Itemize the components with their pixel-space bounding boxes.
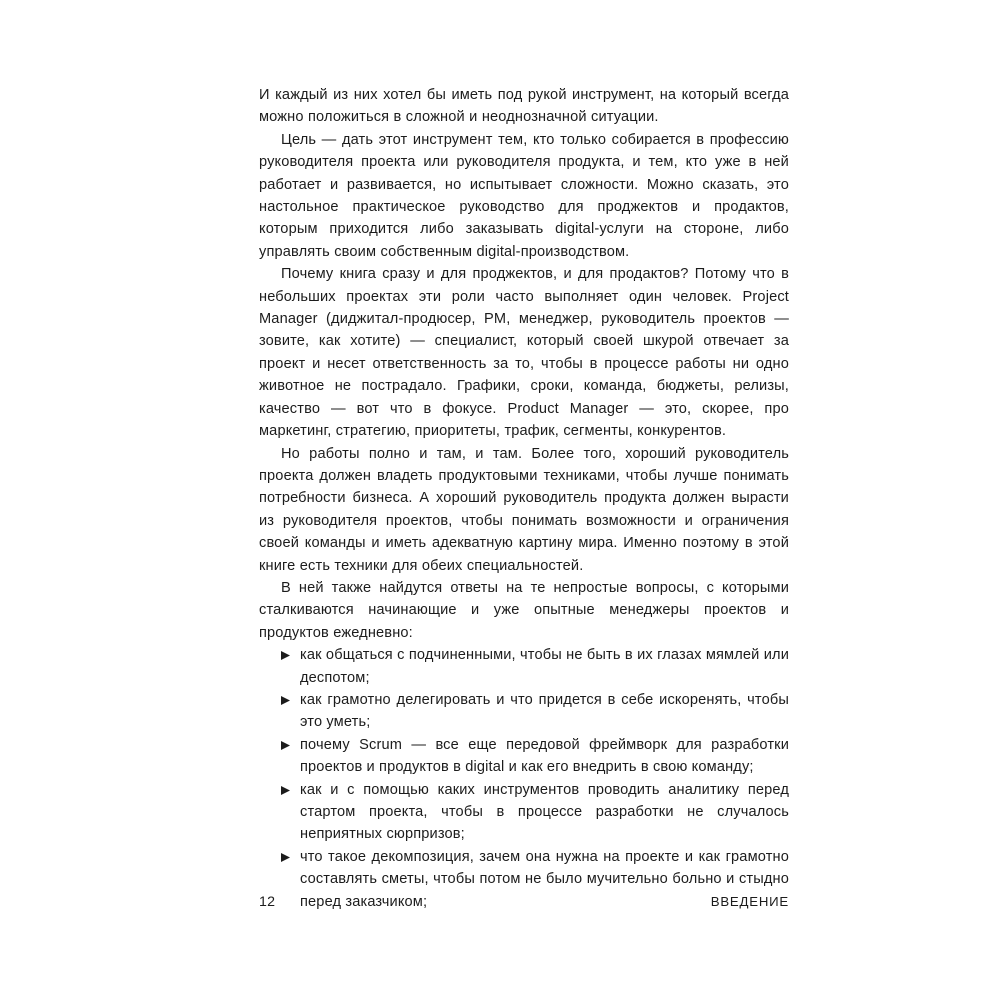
list-item xyxy=(259,734,789,779)
list-item-label: что такое декомпозиция, зачем она нужна на проекте и как грамотно составлять сметы, чтобы потом не было мучительно больно и стыдно перед заказчиком; xyxy=(300,848,789,910)
triangle-right-icon xyxy=(281,779,295,795)
paragraph-2: Цель — дать этот инструмент тем, кто только собирается в профессию руководителя проекта или руководителя продукта, и тем, кто уже в ней работает и развивается, но испытывает сложности. Можно сказать, это настольное практическое руководство для проджектов и продактов, которым приходится либо заказывать digital-услуги на стороне, либо управлять своим собственным digital-производством. xyxy=(259,131,789,260)
page-footer xyxy=(259,893,789,911)
paragraph-5: В ней также найдутся ответы на те непростые вопросы, с которыми сталкиваются начинающие и уже опытные менеджеры проектов и продуктов ежедневно: xyxy=(259,579,789,641)
list-item-label: как и с помощью каких инструментов проводить аналитику перед стартом проекта, чтобы в процессе разработки не случалось неприятных сюрпризов; xyxy=(300,781,789,843)
paragraph-3: Почему книга сразу и для проджектов, и для продактов? Потому что в небольших проектах эти роли часто выполняет один человек. Project Manager (диджитал-продюсер, PM, менеджер, руководитель проектов — зовите, как хотите) — специалист, который своей шкурой отвечает за проект и несет ответственность за то, чтобы в процессе работы ни одно животное не пострадало. Графики, сроки, команда, бюджеты, релизы, качество — вот что в фокусе. Product Manager — это, скорее, про маркетинг, стратегию, приоритеты, трафик, сегменты, конкурентов. xyxy=(259,266,789,440)
list-item-label: почему Scrum — все еще передовой фреймворк для разработки проектов и продуктов в digital и как его внедрить в свою команду; xyxy=(300,736,789,776)
paragraph-1: И каждый из них хотел бы иметь под рукой инструмент, на который всегда можно положиться в сложной и неоднозначной ситуации. xyxy=(259,87,789,126)
paragraph-4: Но работы полно и там, и там. Более того, хороший руководитель проекта должен владеть продуктовыми техниками, чтобы лучше понимать потребности бизнеса. А хороший руководитель продукта должен вырасти из руководителя проектов, чтобы понимать возможности и ограничения своей команды и иметь адекватную картину мира. Именно поэтому в этой книге есть техники для обеих специальностей. xyxy=(259,445,789,574)
bullet-list xyxy=(259,644,789,913)
list-item-label: как грамотно делегировать и что придется в себе искоренять, чтобы это уметь; xyxy=(300,691,789,731)
triangle-right-icon xyxy=(281,846,295,862)
triangle-right-icon xyxy=(281,644,295,660)
running-head: ВВЕДЕНИЕ xyxy=(710,894,789,909)
page-number: 12 xyxy=(259,894,276,910)
list-item-label: как общаться с подчиненными, чтобы не быть в их глазах мямлей или деспотом; xyxy=(300,647,789,686)
list-item xyxy=(259,689,789,734)
list-item xyxy=(259,779,789,846)
triangle-right-icon xyxy=(281,734,295,750)
triangle-right-icon xyxy=(281,689,295,705)
page-text-block xyxy=(259,84,789,913)
list-item xyxy=(259,644,789,689)
